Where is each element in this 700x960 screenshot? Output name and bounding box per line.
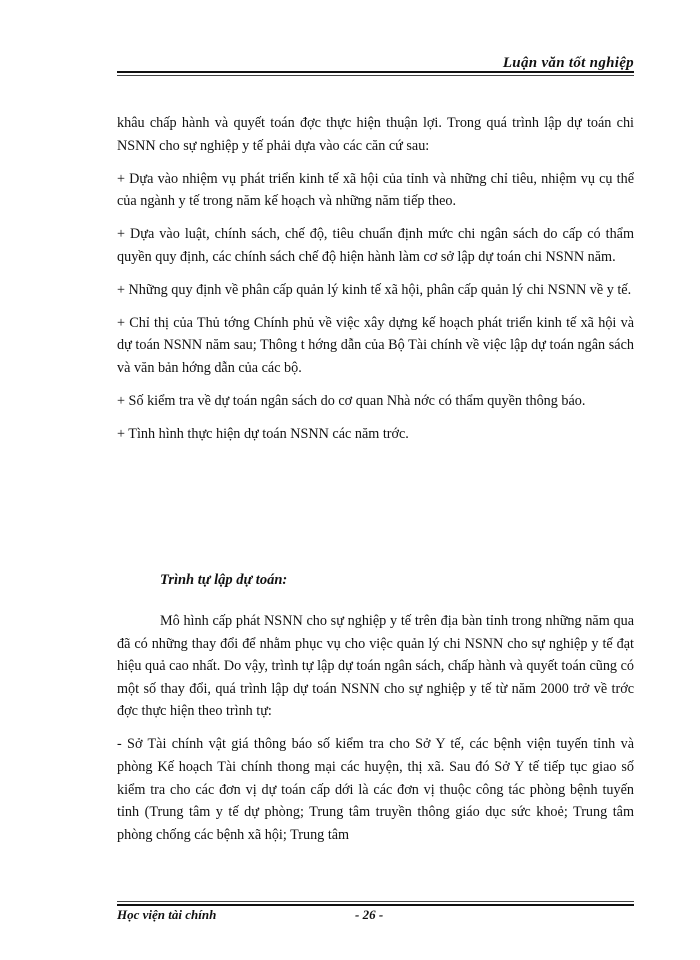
footer-institution: Học viện tài chính	[117, 907, 217, 922]
paragraph: Mô hình cấp phát NSNN cho sự nghiệp y tế trên địa bàn tỉnh trong những năm qua đã có những thay đổi để nhằm phục vụ cho việc quản lý chi NSNN cho sự nghiệp y tế đạt hiệu quả cao nhất. Do vậy, trình tự lập dự toán ngân sách, chấp hành và quyết toán cũng có một số thay đổi, quá trình lập dự toán NSNN cho sự nghiệp y tế từ năm 2000 trở về trớc đợc thực hiện theo trình tự:	[117, 613, 634, 720]
footer-rule-thin	[117, 901, 634, 902]
step-item: - Sở Tài chính vật giá thông báo số kiểm tra cho Sở Y tế, các bệnh viện tuyến tỉnh và phòng Kế hoạch Tài chính thong mại các huyện, thị xã. Sau đó Sở Y tế tiếp tục giao số kiểm tra cho các đơn vị dự toán cấp dới là các đơn vị thuộc công tác phòng bệnh tuyến tỉnh (Trung tâm y tế dự phòng; Trung tâm truyền thông giáo dục sức khoẻ; Trung tâm phòng chống các bệnh xã hội; Trung tâm	[117, 736, 634, 843]
section-heading: Trình tự lập dự toán:	[160, 572, 288, 588]
bullet-item: + Chỉ thị của Thủ tớng Chính phủ về việc xây dựng kế hoạch phát triển kinh tế xã hội và dự toán NSNN năm sau; Thông t hớng dẫn của Bộ Tài chính về việc lập dự toán ngân sách và văn bản hớng dẫn của các bộ.	[117, 314, 634, 376]
bullet-item: + Tình hình thực hiện dự toán NSNN các năm trớc.	[117, 425, 409, 442]
body-text-top	[117, 112, 634, 456]
body-text-section	[117, 610, 634, 857]
header-rule-thin	[117, 75, 634, 76]
bullet-item: + Số kiểm tra về dự toán ngân sách do cơ quan Nhà nớc có thẩm quyền thông báo.	[117, 392, 586, 409]
header-rule	[117, 71, 634, 73]
footer-rule	[117, 904, 634, 906]
bullet-item: + Dựa vào nhiệm vụ phát triển kinh tế xã hội của tỉnh và những chỉ tiêu, nhiệm vụ cụ thể của ngành y tế trong năm kế hoạch và những năm tiếp theo.	[117, 170, 634, 209]
bullet-item: + Dựa vào luật, chính sách, chế độ, tiêu chuẩn định mức chi ngân sách do cấp có thẩm quyền quy định, các chính sách chế độ hiện hành làm cơ sở lập dự toán chi NSNN năm.	[117, 226, 634, 265]
page-number: - 26 -	[355, 907, 384, 922]
header-title: Luận văn tốt nghiệp	[502, 55, 634, 71]
bullet-item: + Những quy định về phân cấp quản lý kinh tế xã hội, phân cấp quản lý chi NSNN về y tế.	[117, 281, 632, 298]
paragraph: khâu chấp hành và quyết toán đợc thực hiện thuận lợi. Trong quá trình lập dự toán chi NSNN cho sự nghiệp y tế phải dựa vào các căn cứ sau:	[117, 115, 634, 154]
